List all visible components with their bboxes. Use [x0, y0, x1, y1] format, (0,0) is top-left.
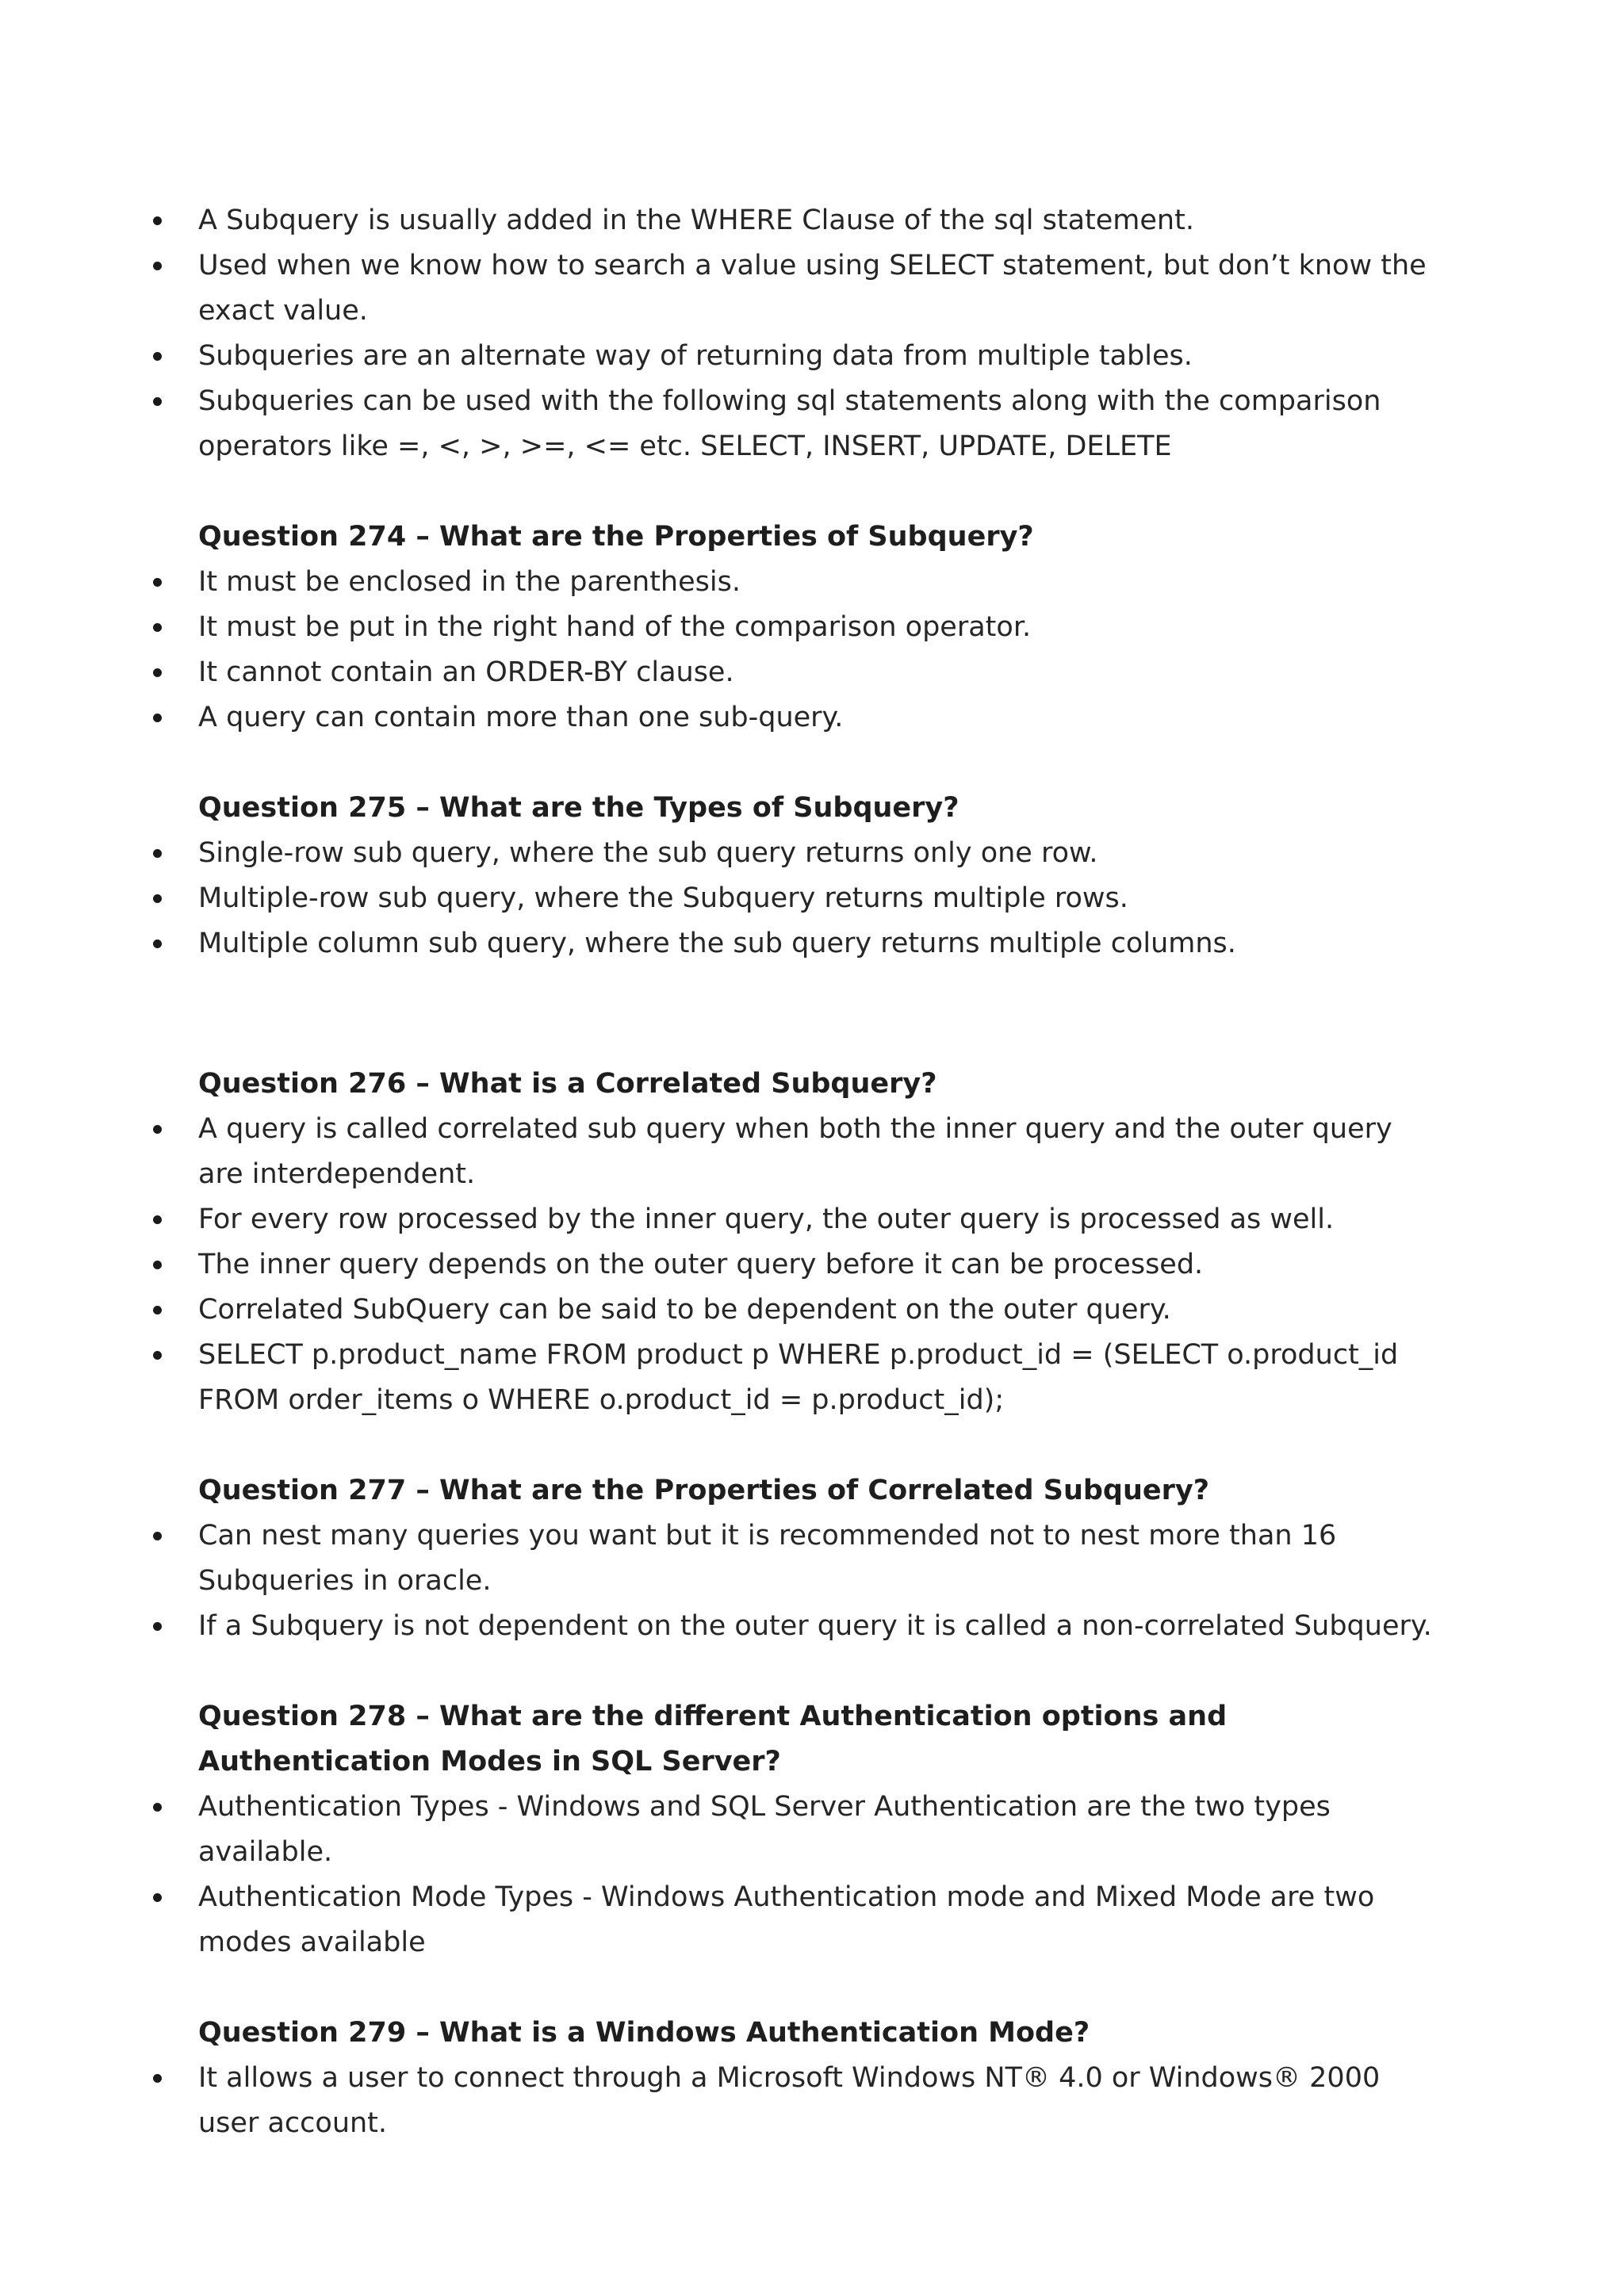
section-question-278 [0, 1694, 1624, 1965]
section-heading: Question 277 – What are the Properties of Correlated Subquery? [198, 1475, 1210, 1506]
section-list [0, 831, 1624, 966]
intro-list [0, 198, 1624, 469]
spacer [0, 1965, 1624, 2011]
section-question-275 [0, 786, 1624, 966]
section-heading: Question 279 – What is a Windows Authentication Mode? [198, 2017, 1090, 2049]
list-item: It must be enclosed in the parenthesis. [198, 560, 1435, 605]
section-list [0, 1107, 1624, 1423]
list-item: Used when we know how to search a value using SELECT statement, but don’t know the exact value. [198, 243, 1435, 334]
list-item: It cannot contain an ORDER-BY clause. [198, 650, 1435, 695]
list-item: A query can contain more than one sub-query. [198, 695, 1435, 740]
list-item: Authentication Types - Windows and SQL Server Authentication are the two types available. [198, 1785, 1435, 1875]
section-heading: Question 274 – What are the Properties of Subquery? [198, 521, 1034, 553]
section-heading: Question 278 – What are the different Authentication options and Authentication Modes in SQL Server? [198, 1701, 1228, 1777]
section-question-274 [0, 515, 1624, 740]
list-item: SELECT p.product_name FROM product p WHERE p.product_id = (SELECT o.product_id FROM order_items o WHERE o.product_id = p.product_id); [198, 1333, 1435, 1423]
spacer [0, 469, 1624, 515]
list-item: It must be put in the right hand of the comparison operator. [198, 605, 1435, 650]
list-item: The inner query depends on the outer query before it can be processed. [198, 1242, 1435, 1288]
list-item: Multiple column sub query, where the sub query returns multiple columns. [198, 921, 1435, 966]
list-item: Subqueries can be used with the following sql statements along with the comparison operators like =, <, >, >=, <= etc. SELECT, INSERT, UPDATE, DELETE [198, 379, 1435, 469]
list-item: Authentication Mode Types - Windows Authentication mode and Mixed Mode are two modes available [198, 1875, 1435, 1965]
spacer [0, 740, 1624, 786]
list-item: A query is called correlated sub query when both the inner query and the outer query are interdependent. [198, 1107, 1435, 1197]
section-heading: Question 276 – What is a Correlated Subquery? [198, 1068, 937, 1100]
list-item: For every row processed by the inner query, the outer query is processed as well. [198, 1197, 1435, 1242]
section-question-279 [0, 2011, 1624, 2146]
section-heading: Question 275 – What are the Types of Subquery? [198, 792, 959, 824]
section-list [0, 1785, 1624, 1965]
list-item: Correlated SubQuery can be said to be dependent on the outer query. [198, 1288, 1435, 1333]
list-item: Subqueries are an alternate way of returning data from multiple tables. [198, 334, 1435, 379]
section-list [0, 1513, 1624, 1649]
list-item: Single-row sub query, where the sub query returns only one row. [198, 831, 1435, 876]
spacer [0, 1649, 1624, 1694]
spacer [0, 1423, 1624, 1468]
section-list [0, 560, 1624, 740]
list-item: Multiple-row sub query, where the Subquery returns multiple rows. [198, 876, 1435, 921]
spacer [0, 966, 1624, 1062]
section-list [0, 2056, 1624, 2146]
list-item: Can nest many queries you want but it is recommended not to nest more than 16 Subqueries in oracle. [198, 1513, 1435, 1604]
document-page [0, 198, 1624, 2146]
section-question-277 [0, 1468, 1624, 1649]
section-question-276 [0, 1062, 1624, 1423]
list-item: It allows a user to connect through a Microsoft Windows NT® 4.0 or Windows® 2000 user account. [198, 2056, 1435, 2146]
list-item: If a Subquery is not dependent on the outer query it is called a non-correlated Subquery. [198, 1604, 1435, 1649]
list-item: A Subquery is usually added in the WHERE Clause of the sql statement. [198, 198, 1435, 243]
